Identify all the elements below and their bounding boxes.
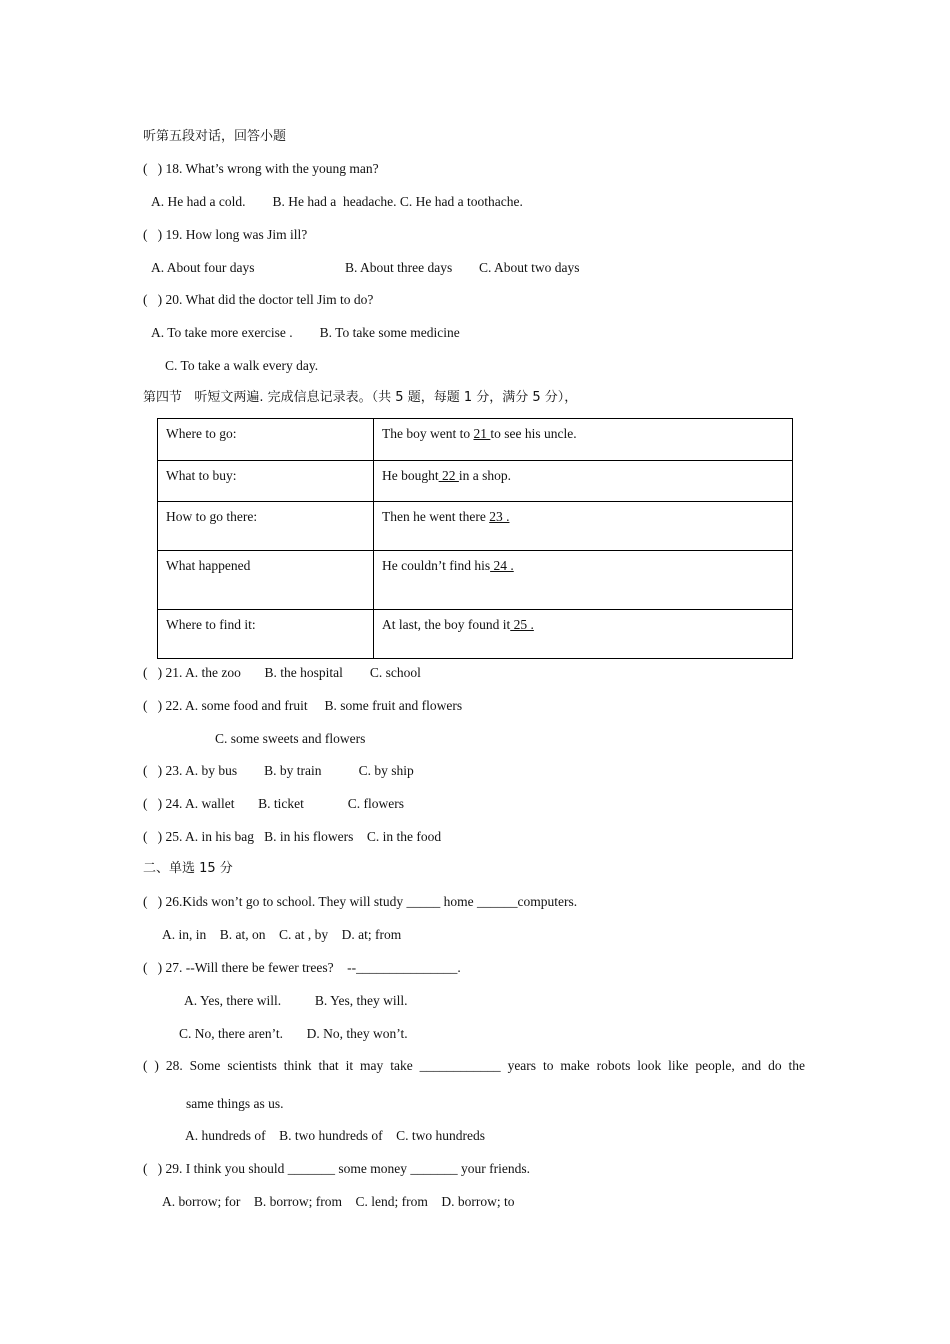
row-text: At last, the boy found it — [382, 617, 511, 632]
q18-stem: ( ) 18. What’s wrong with the young man? — [143, 161, 379, 176]
q18-options: A. He had a cold. B. He had a headache. C. He had a toothache. — [151, 194, 523, 209]
q20-options-ab: A. To take more exercise . B. To take some medicine — [151, 325, 460, 340]
table-row — [158, 502, 793, 551]
q19-option-a: A. About four days — [151, 260, 255, 275]
section-4-heading: 第四节 听短文两遍. 完成信息记录表。（共 5 题，每题 1 分，满分 5 分）， — [143, 390, 578, 405]
q19-option-c: C. About two days — [479, 260, 580, 275]
row-label: How to go there: — [158, 502, 374, 551]
q19-stem: ( ) 19. How long was Jim ill? — [143, 227, 308, 242]
row-text: The boy went to — [382, 426, 474, 441]
info-record-table — [157, 418, 793, 659]
section-5-heading: 听第五段对话，回答小题 — [143, 129, 287, 144]
q27-stem: ( ) 27. --Will there be fewer trees? --_______________. — [143, 960, 461, 975]
q24: ( ) 24. A. wallet B. ticket C. flowers — [143, 796, 404, 811]
answer-blank: 23 . — [489, 509, 510, 524]
row-label: What happened — [158, 551, 374, 610]
row-text: in a shop. — [458, 468, 511, 483]
table-row — [158, 461, 793, 502]
answer-blank: 25 . — [510, 617, 534, 632]
q22: ( ) 22. A. some food and fruit B. some fruit and flowers — [143, 698, 463, 713]
table-row — [158, 419, 793, 461]
row-text: Then he went there — [382, 509, 490, 524]
q26-options: A. in, in B. at, on C. at , by D. at; from — [162, 927, 402, 942]
answer-blank: 24 . — [490, 558, 514, 573]
row-text: to see his uncle. — [490, 426, 577, 441]
q28-stem: ( ) 28. Some scientists think that it may take ____________ years to make robots look like people, and do the — [143, 1058, 805, 1073]
q28-options: A. hundreds of B. two hundreds of C. two hundreds — [185, 1128, 485, 1143]
q26-stem: ( ) 26.Kids won’t go to school. They will study _____ home ______computers. — [143, 894, 578, 909]
q28-stem-continued: same things as us. — [186, 1096, 284, 1111]
row-label: Where to find it: — [158, 610, 374, 659]
q20-stem: ( ) 20. What did the doctor tell Jim to do? — [143, 292, 374, 307]
answer-blank: 22 — [438, 468, 459, 483]
q27-options-cd: C. No, there aren’t. D. No, they won’t. — [179, 1026, 408, 1041]
row-content — [374, 551, 793, 610]
row-content — [374, 461, 793, 502]
row-content — [374, 419, 793, 461]
row-label: Where to go: — [158, 419, 374, 461]
answer-blank: 21 — [473, 426, 491, 441]
table-row — [158, 551, 793, 610]
row-text: He couldn’t find his — [382, 558, 491, 573]
q25: ( ) 25. A. in his bag B. in his flowers C. in the food — [143, 829, 442, 844]
row-content — [374, 502, 793, 551]
row-label: What to buy: — [158, 461, 374, 502]
q29-options: A. borrow; for B. borrow; from C. lend; from D. borrow; to — [162, 1194, 515, 1209]
q19-option-b: B. About three days — [345, 260, 453, 275]
q21: ( ) 21. A. the zoo B. the hospital C. school — [143, 665, 421, 680]
table-row — [158, 610, 793, 659]
q20-option-c: C. To take a walk every day. — [165, 358, 319, 373]
q27-options-ab: A. Yes, there will. B. Yes, they will. — [184, 993, 408, 1008]
row-text: He bought — [382, 468, 439, 483]
part-2-heading: 二、单选 15 分 — [143, 861, 233, 876]
q23: ( ) 23. A. by bus B. by train C. by ship — [143, 763, 414, 778]
q29-stem: ( ) 29. I think you should _______ some money _______ your friends. — [143, 1161, 530, 1176]
row-content — [374, 610, 793, 659]
q22-option-c: C. some sweets and flowers — [215, 731, 366, 746]
